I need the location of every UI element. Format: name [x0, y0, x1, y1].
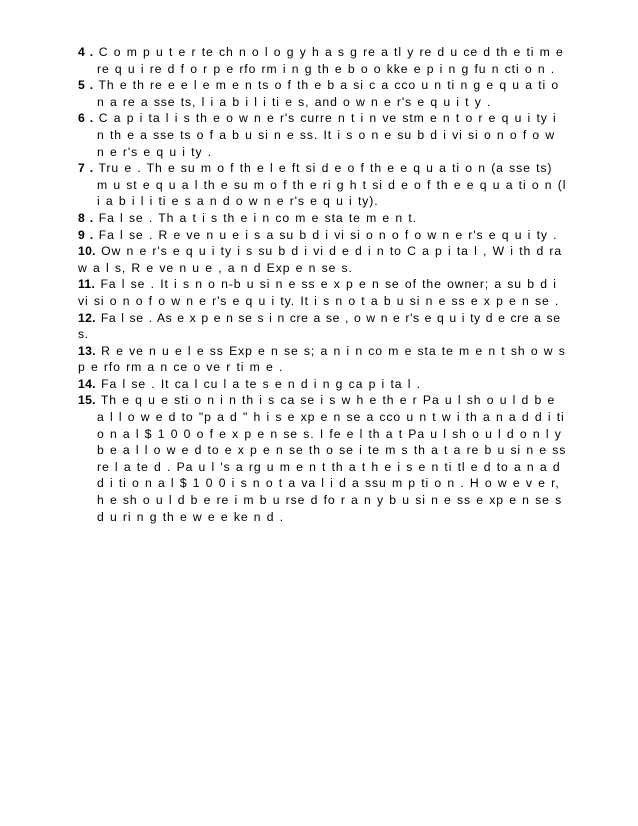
answer-text: C o m p u t e r te ch n o l o g y h a s g re a tl y re d u ce d th e ti m e re q u i re d f o r p e rfo rm i n g th e b o o kke e p i n g fu n cti o n . [93, 45, 564, 76]
answer-text: Tru e . Th e su m o f th e l e ft si d e o f th e e q u a ti o n (a sse ts) m u st e q u a l th e su m o f th e ri g h t si d e o f th e e q u a ti o n (l i a b i l i ti e s a n d o w n e r's e q u i ty). [93, 161, 567, 209]
answer-number: 12. [78, 310, 96, 325]
answer-number: 4 . [78, 45, 94, 59]
answer-number: 8 . [78, 210, 94, 225]
answer-number: 13. [78, 343, 96, 358]
answer-item-8 [78, 210, 568, 227]
answer-text: R e ve n u e l e ss Exp e n se s; a n i n co m e sta te m e n t sh o w s p e rfo rm a n ce o ve r ti m e . [78, 343, 566, 375]
answer-text: Fa l se . R e ve n u e i s a su b d i vi si o n o f o w n e r's e q u i ty . [93, 227, 558, 242]
answer-text: Th e q u e sti o n i n th i s ca se i s w h e th e r Pa u l sh o u l d b e a l l o w e d to "p a d " h i s e xp e n se a cco u n t w i th a n a d d i ti o n a l $ 1 0 0 o f e x p e n se s. I fe e l th a t Pa u l sh o u l d o n l y b e a l l o w e d to e x p e n se th o se i te m s th a t a re b u si n e ss re l a te d . Pa u l 's a rg u m e n t th a t h e i s e n ti tl e d to a n a d d i ti o n a l $ 1 0 0 i s n o t a va l i d a ssu m p ti o n . H o w e v e r, h e sh o u l d b e re i m b u rse d fo r a n y b u si n e ss e xp e n se s d u ri n g th e w e e ke n d . [95, 393, 567, 524]
answer-item-4 [78, 44, 568, 77]
answer-number: 5 . [78, 78, 94, 93]
answer-item-10 [78, 243, 568, 276]
answer-text: Ow n e r's e q u i ty i s su b d i vi d e d i n to C a p i ta l , W i th d ra w a l s, R e ve n u e , a n d Exp e n se s. [78, 244, 563, 275]
answer-number: 10. [78, 244, 96, 259]
answer-number: 14. [78, 376, 96, 391]
answer-text: Fa l se . It ca l cu l a te s e n d i n g ca p i ta l . [95, 376, 421, 391]
answer-text: Fa l se . As e x p e n se s i n cre a se , o w n e r's e q u i ty d e cre a se s. [78, 310, 561, 342]
answer-item-6 [78, 110, 568, 160]
answer-item-15 [78, 392, 568, 525]
answer-number: 7 . [78, 161, 94, 176]
answer-number: 11. [78, 277, 96, 292]
answer-text: Fa l se . Th a t i s th e i n co m e sta te m e n t. [93, 210, 417, 225]
answer-item-12 [78, 310, 568, 343]
answer-item-14 [78, 376, 568, 393]
answer-text: Th e th re e e l e m e n ts o f th e b a si c a cco u n ti n g e q u a ti o n a re a sse ts, l i a b i l i ti e s, and o w n e r's e q u i t y . [93, 78, 560, 109]
answer-text: C a p i ta l i s th e o w n e r's curre n t i n ve stm e n t o r e q u i ty i n th e a sse ts o f a b u si n e ss. It i s o n e su b d i vi si o n o f o w n e r's e q u i ty . [93, 111, 557, 159]
answer-list [78, 44, 568, 525]
answer-text: Fa l se . It i s n o n-b u si n e ss e x p e n se of the owner; a su b d i vi si o n o f o w n e r's e q u i ty. It i s n o t a b u si n e ss e x p e n se . [78, 277, 560, 308]
answer-item-13 [78, 343, 568, 376]
answer-item-9 [78, 227, 568, 244]
answer-item-7 [78, 160, 568, 210]
answer-number: 15. [78, 393, 96, 408]
answer-item-11 [78, 276, 568, 309]
answer-item-5 [78, 77, 568, 110]
answer-number: 6 . [78, 111, 94, 126]
answer-number: 9 . [78, 227, 94, 242]
